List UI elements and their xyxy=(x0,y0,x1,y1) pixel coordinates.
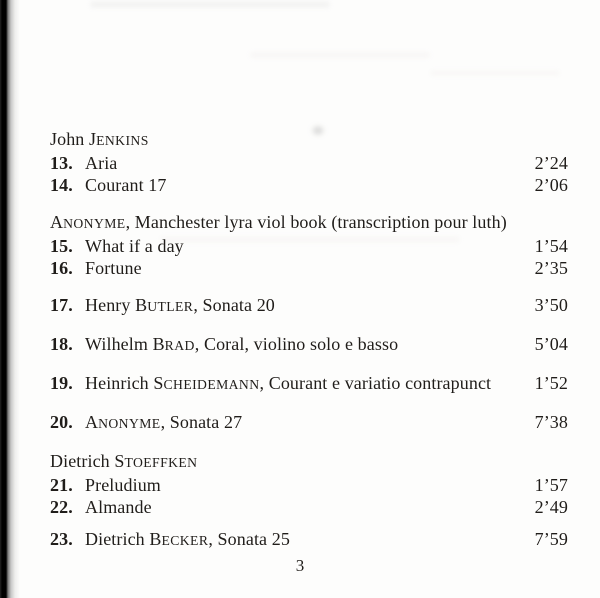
section-header: John JENKINS xyxy=(50,129,149,149)
smallcaps-name: STOEFFKEN xyxy=(114,451,198,471)
print-bleedthrough xyxy=(90,1,330,8)
track-number: 22. xyxy=(50,497,73,517)
track-duration: 2’24 xyxy=(534,153,568,173)
track-section xyxy=(50,333,568,357)
track-title: Wilhelm BRAD, Coral, violino solo e basso xyxy=(85,334,399,354)
track-number: 23. xyxy=(50,529,73,549)
track-title: Preludium xyxy=(85,475,161,495)
track-duration: 7’59 xyxy=(534,529,568,549)
track-number: 19. xyxy=(50,373,73,393)
track-title: Aria xyxy=(85,153,118,173)
track-title: Heinrich SCHEIDEMANN, Courant e variatio contrapunct xyxy=(85,373,492,393)
track-section xyxy=(50,450,568,518)
track-duration: 2’35 xyxy=(534,258,568,278)
track-section xyxy=(50,211,568,279)
track-section xyxy=(50,372,568,396)
track-title: Henry BUTLER, Sonata 20 xyxy=(85,295,275,315)
track-row xyxy=(50,235,568,257)
track-title: Almande xyxy=(85,497,152,517)
smallcaps-name: BUTLER xyxy=(135,295,194,315)
booklet-spine-shadow xyxy=(0,0,20,598)
smallcaps-name: BECKER xyxy=(149,529,209,549)
track-duration: 1’54 xyxy=(534,236,568,256)
track-row xyxy=(50,294,568,318)
track-row xyxy=(50,257,568,279)
track-row xyxy=(50,496,568,518)
track-section xyxy=(50,128,568,196)
print-bleedthrough xyxy=(250,52,430,58)
track-section xyxy=(50,528,568,552)
track-duration: 1’52 xyxy=(534,373,568,393)
track-section xyxy=(50,411,568,435)
track-title: Dietrich BECKER, Sonata 25 xyxy=(85,529,290,549)
page-number: 3 xyxy=(295,556,305,575)
track-row xyxy=(50,152,568,174)
track-row xyxy=(50,333,568,357)
section-header: ANONYME, Manchester lyra viol book (transcription pour luth) xyxy=(50,212,507,232)
track-duration: 2’49 xyxy=(534,497,568,517)
track-number: 17. xyxy=(50,295,73,315)
track-title: What if a day xyxy=(85,236,184,256)
print-bleedthrough xyxy=(430,70,560,76)
track-number: 14. xyxy=(50,175,73,195)
smallcaps-name: BRAD xyxy=(152,334,195,354)
track-number: 13. xyxy=(50,153,73,173)
track-number: 21. xyxy=(50,475,73,495)
smallcaps-name: ANONYME xyxy=(50,212,126,232)
section-header: Dietrich STOEFFKEN xyxy=(50,451,198,471)
track-number: 16. xyxy=(50,258,73,278)
track-row xyxy=(50,372,568,396)
track-duration: 1’57 xyxy=(534,475,568,495)
track-number: 20. xyxy=(50,412,73,432)
track-duration: 5’04 xyxy=(534,334,568,354)
track-duration: 7’38 xyxy=(534,412,568,432)
tracklist xyxy=(50,128,568,552)
track-row xyxy=(50,411,568,435)
track-row xyxy=(50,174,568,196)
smallcaps-name: JENKINS xyxy=(89,129,149,149)
track-title: Courant 17 xyxy=(85,175,167,195)
track-title: ANONYME, Sonata 27 xyxy=(85,412,243,432)
track-duration: 2’06 xyxy=(534,175,568,195)
track-row xyxy=(50,528,568,552)
track-title: Fortune xyxy=(85,258,142,278)
smallcaps-name: ANONYME xyxy=(85,412,161,432)
track-number: 15. xyxy=(50,236,73,256)
track-duration: 3’50 xyxy=(534,295,568,315)
track-number: 18. xyxy=(50,334,73,354)
track-row xyxy=(50,474,568,496)
smallcaps-name: SCHEIDEMANN xyxy=(153,373,260,393)
track-section xyxy=(50,294,568,318)
